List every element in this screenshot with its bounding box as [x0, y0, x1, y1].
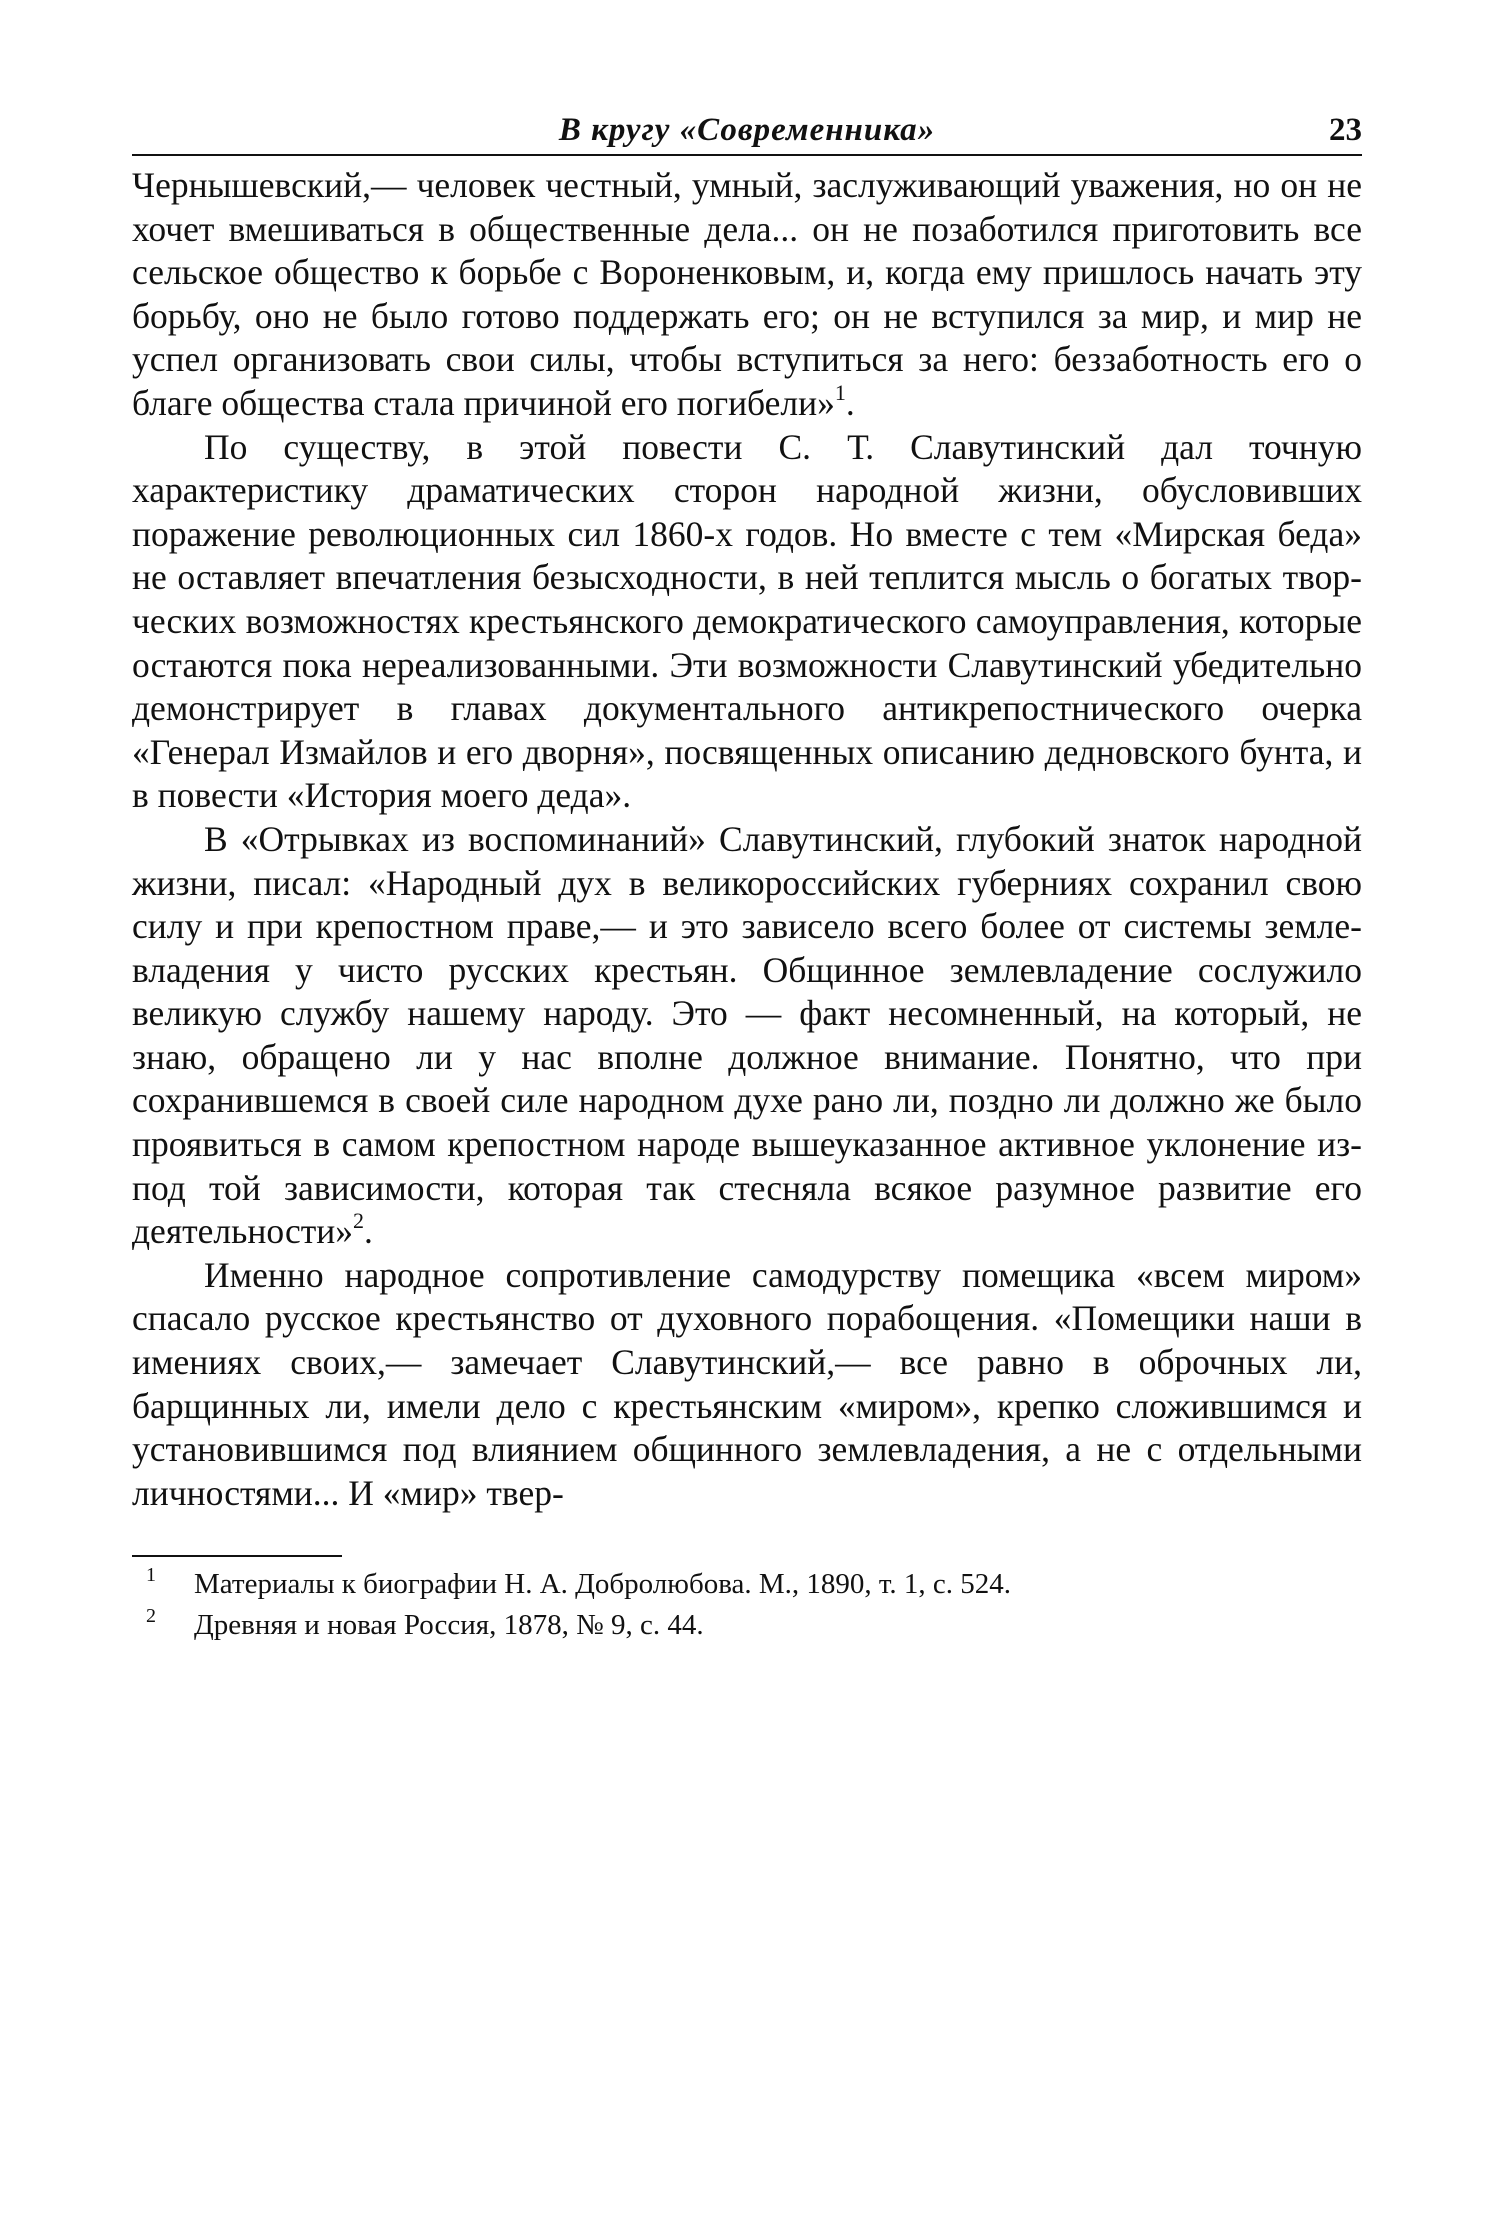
footnote-ref[interactable]: 2 [352, 1208, 364, 1234]
paragraph-tail: . [845, 382, 855, 423]
paragraph [132, 818, 1362, 1254]
paragraph-text: Именно народное сопротивление самодурству помещика «всем миром» спасало русское крестьянство от духовного порабощения. «Помещики наши в имениях своих,— замечает Славутинский,— все равно в оброчных ли, барщинных ли, имели дело с крестьянским «миром», крепко сложившимся и установившимся под влиянием общинного землевладения, а не с отдельными личностями... И «мир» твер- [132, 1254, 1362, 1513]
footnote-ref[interactable]: 1 [834, 380, 846, 406]
footnote-mark: 1 [146, 1564, 156, 1587]
footnotes [132, 1565, 1362, 1647]
running-title: В кругу «Современника» [558, 112, 936, 148]
header-rule [132, 154, 1362, 156]
running-head [132, 108, 1362, 156]
paragraph-text: Чернышевский,— человек честный, умный, заслуживающий уважения, но он не хочет вмешиваться в общественные дела... он не позаботился приготовить все сельское общество к борьбе с Вороненковым, и, когда ему пришлось начать эту борьбу, оно не было готово поддержать его; он не вступился за мир, и мир не успел организовать свои силы, чтобы вступиться за него: беззаботность его о благе общества стала причиной его погибели» [132, 165, 1362, 423]
paragraph-tail: . [363, 1211, 373, 1252]
paragraph [132, 164, 1362, 426]
footnote-rule [132, 1555, 342, 1557]
paragraph-text: По существу, в этой повести С. Т. Славутинский дал точную характеристику драматических сторон народной жизни, обусловивших поражение революционных сил 1860-х годов. Но вместе с тем «Мирская беда» не оставляет впечатления безысходности, в ней теплится мысль о богатых творческих возможностях крестьянского демократического самоуправления, которые остаются пока нереализованными. Эти возможности Славутинский убедительно демонстрирует в главах документального антикрепостнического очерка «Генерал Измайлов и его дворня», посвященных описанию дедновского бунта, и в повести «История моего деда». [132, 426, 1362, 816]
paragraph-text: В «Отрывках из воспоминаний» Славутинский, глубокий знаток народной жизни, писал: «Народный дух в великороссийских губерниях сохранил свою силу и при крепостном праве,— и это зависело всего более от системы землевладения у чисто русских крестьян. Общинное землевладение сослужило великую службу нашему народу. Это — факт несомненный, на который, не знаю, обращено ли у нас вполне должное внимание. Понятно, что при сохранившемся в своей силе народном духе рано ли, поздно ли должно же было проявиться в самом крепостном народе вышеуказанное активное уклонение из-под той зависимости, которая так стесняла всякое разумное развитие его деятельности» [132, 818, 1362, 1252]
footnote-text: Древняя и новая Россия, 1878, № 9, с. 44. [194, 1609, 704, 1642]
footnote [132, 1565, 1362, 1606]
paragraph [132, 1254, 1362, 1516]
footnote-text: Материалы к биографии Н. А. Добролюбова. М., 1890, т. 1, с. 524. [194, 1568, 1012, 1601]
paragraph [132, 426, 1362, 818]
footnote-mark: 2 [146, 1605, 156, 1628]
book-page [132, 108, 1362, 1647]
body-text [132, 164, 1362, 1515]
page-number: 23 [1329, 112, 1362, 148]
footnote [132, 1606, 1362, 1647]
